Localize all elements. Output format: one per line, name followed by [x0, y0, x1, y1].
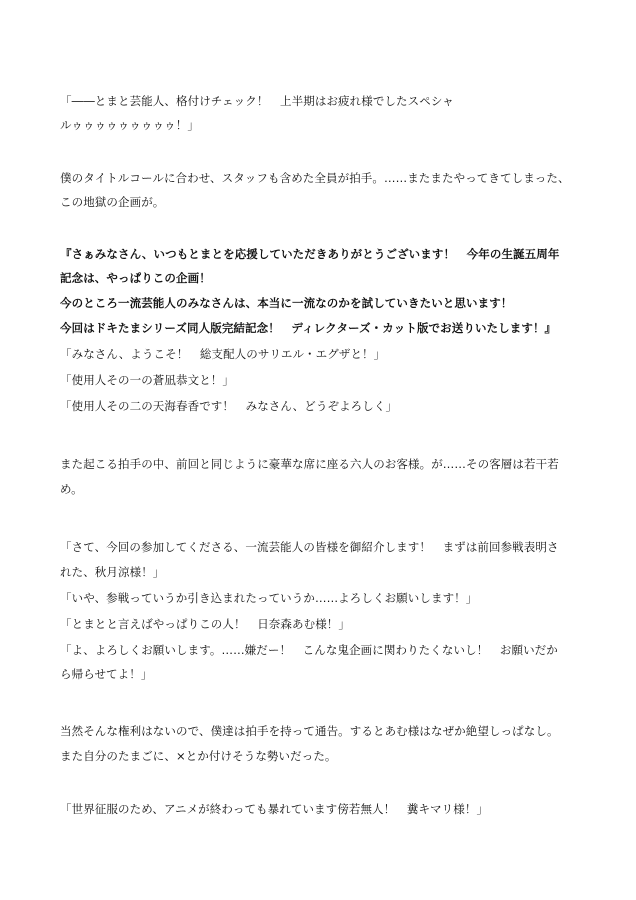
- text-line: 「使用人その一の蒼凪恭文と！」: [60, 373, 234, 387]
- text-line: 「使用人その二の天海春香です！ みなさん、どうぞよろしく」: [60, 399, 398, 413]
- text-line: ら帰らせてよ！」: [60, 667, 153, 681]
- text-line: 「いや、参戦っていうか引き込まれたっていうか……よろしくお願いします！」: [60, 591, 478, 605]
- text-line-bold: 『さぁみなさん、いつもとまとを応援していただきありがとうございます！ 今年の生誕五周年: [60, 247, 560, 261]
- text-line: め。: [60, 482, 83, 496]
- text-line: 「さて、今回の参加してくださる、一流芸能人の皆様を御紹介します！ まずは前回参戦表明さ: [60, 540, 559, 554]
- text-line: 「世界征服のため、アニメが終わっても暴れています傍若無人！ 糞キマリ様！」: [60, 802, 489, 816]
- text-line: また自分のたまごに、×とか付けそうな勢いだった。: [60, 749, 337, 763]
- text-line: 当然そんな権利はないので、僕達は拍手を持って通告。するとあむ様はなぜか絶望しっぱなし。: [60, 724, 559, 738]
- text-line: 「よ、よろしくお願いします。……嫌だー！ こんな鬼企画に関わりたくないし！ お願いだか: [60, 643, 558, 657]
- text-line-bold: 今のところ一流芸能人のみなさんは、本当に一流なのかを試していきたいと思います！: [60, 296, 513, 310]
- text-line: 「みなさん、ようこそ！ 総支配人のサリエル・エグザと！」: [60, 347, 386, 361]
- text-line: 「とまとと言えばやっぱりこの人！ 日奈森あむ様！」: [60, 617, 350, 631]
- text-line: また起こる拍手の中、前回と同じように豪華な席に座る六人のお客様。が……その客層は若干若: [60, 457, 559, 471]
- text-line: 僕のタイトルコールに合わせ、スタッフも含めた全員が拍手。……またまたやってきてしまった、: [60, 171, 570, 185]
- text-line: ルゥゥゥゥゥゥゥゥゥ！」: [60, 118, 199, 132]
- text-line-bold: 記念は、やっぱりこの企画！: [60, 271, 211, 285]
- text-line: この地獄の企画が。: [60, 195, 165, 209]
- text-line: 「――とまと芸能人、格付けチェック！ 上半期はお疲れ様でしたスペシャ: [60, 94, 454, 108]
- text-line: れた、秋月涼様！」: [60, 565, 165, 579]
- text-line-bold: 今回はドキたまシリーズ同人版完結記念！ ディレクターズ・カット版でお送りいたします！』: [60, 321, 557, 335]
